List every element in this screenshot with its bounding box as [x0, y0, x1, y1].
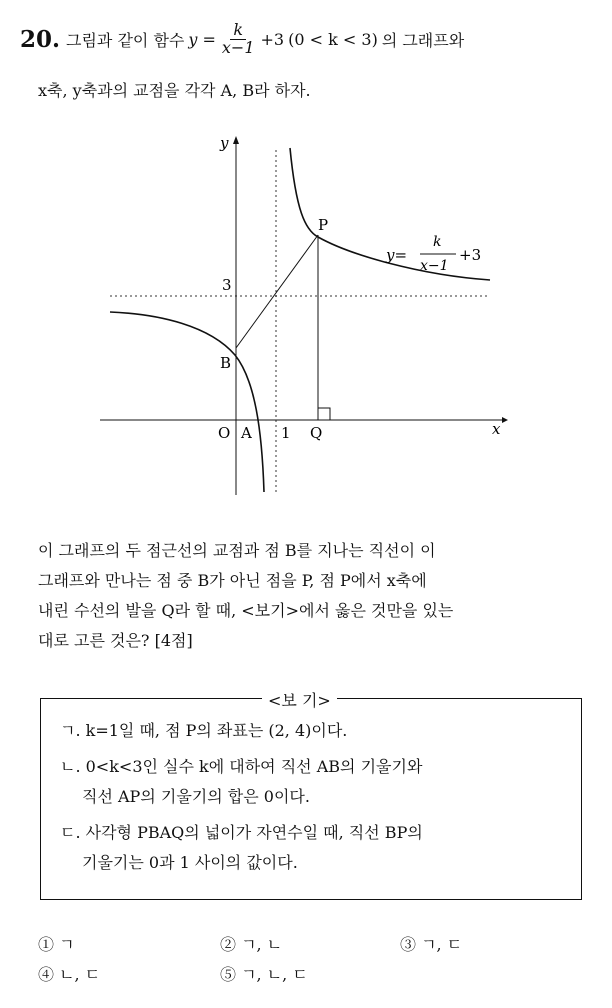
label-Q: Q: [310, 424, 323, 442]
bogi-item-2-cont: 직선 AP의 기울기의 합은 0이다.: [82, 787, 310, 806]
left-branch-curve: [110, 312, 264, 492]
intro-text: 그림과 같이 함수: [66, 30, 185, 50]
function-lhs: y =: [188, 29, 216, 49]
label-one: 1: [281, 424, 291, 442]
fraction-denominator: x−1: [221, 37, 255, 57]
choice-1[interactable]: ① ㄱ: [38, 935, 75, 954]
body-line-3: 내린 수선의 발을 Q라 할 때, <보기>에서 옳은 것만을 있는: [38, 601, 454, 620]
k-range: (0 < k < 3): [288, 29, 378, 49]
curve-label-lhs: y=: [386, 246, 408, 264]
curve-label-numerator: k: [433, 234, 442, 250]
body-line-2: 그래프와 만나는 점 중 B가 아닌 점을 P, 점 P에서 x축에: [38, 571, 427, 590]
fraction-numerator: k: [230, 22, 246, 40]
function-fraction: [222, 22, 255, 57]
question-body: [38, 536, 588, 656]
label-P: P: [318, 216, 329, 234]
question-number: 20.: [20, 26, 61, 53]
choice-2[interactable]: ② ㄱ, ㄴ: [220, 935, 283, 954]
label-B: B: [220, 354, 232, 372]
x-axis-arrow: [502, 417, 508, 423]
question-line-2: x축, y축과의 교점을 각각 A, B라 하자.: [38, 81, 311, 100]
curve-label-tail: +3: [459, 246, 482, 264]
y-axis-arrow: [233, 136, 239, 144]
body-line-1: 이 그래프의 두 점근선의 교점과 점 B를 지나는 직선이 이: [38, 541, 436, 560]
choice-4[interactable]: ④ ㄴ, ㄷ: [38, 965, 101, 984]
label-x-axis: x: [492, 420, 501, 438]
bogi-items: [60, 716, 570, 878]
function-graph: [100, 130, 512, 500]
choice-5[interactable]: ⑤ ㄱ, ㄴ, ㄷ: [220, 965, 308, 984]
label-origin: O: [218, 424, 231, 442]
label-y-axis: y: [220, 134, 229, 152]
line-BP: [236, 235, 318, 348]
bogi-title: <보 기>: [262, 688, 337, 711]
curve-label-denominator: x−1: [420, 258, 449, 274]
bogi-item-3-cont: 기울기는 0과 1 사이의 값이다.: [82, 853, 298, 872]
function-tail: +3: [260, 29, 285, 49]
bogi-item-2: ㄴ. 0<k<3인 실수 k에 대하여 직선 AB의 기울기와: [60, 757, 423, 776]
label-A: A: [241, 424, 252, 442]
question-line-1: [66, 22, 464, 57]
body-line-4: 대로 고른 것은? [4점]: [38, 631, 193, 650]
label-three: 3: [222, 276, 232, 294]
intro-text-after: 의 그래프와: [381, 30, 465, 50]
answer-choices: [38, 932, 598, 992]
bogi-item-1: ㄱ. k=1일 때, 점 P의 좌표는 (2, 4)이다.: [60, 721, 348, 740]
right-angle-mark: [318, 408, 330, 420]
bogi-item-3: ㄷ. 사각형 PBAQ의 넓이가 자연수일 때, 직선 BP의: [60, 823, 423, 842]
choice-3[interactable]: ③ ㄱ, ㄷ: [400, 935, 463, 954]
